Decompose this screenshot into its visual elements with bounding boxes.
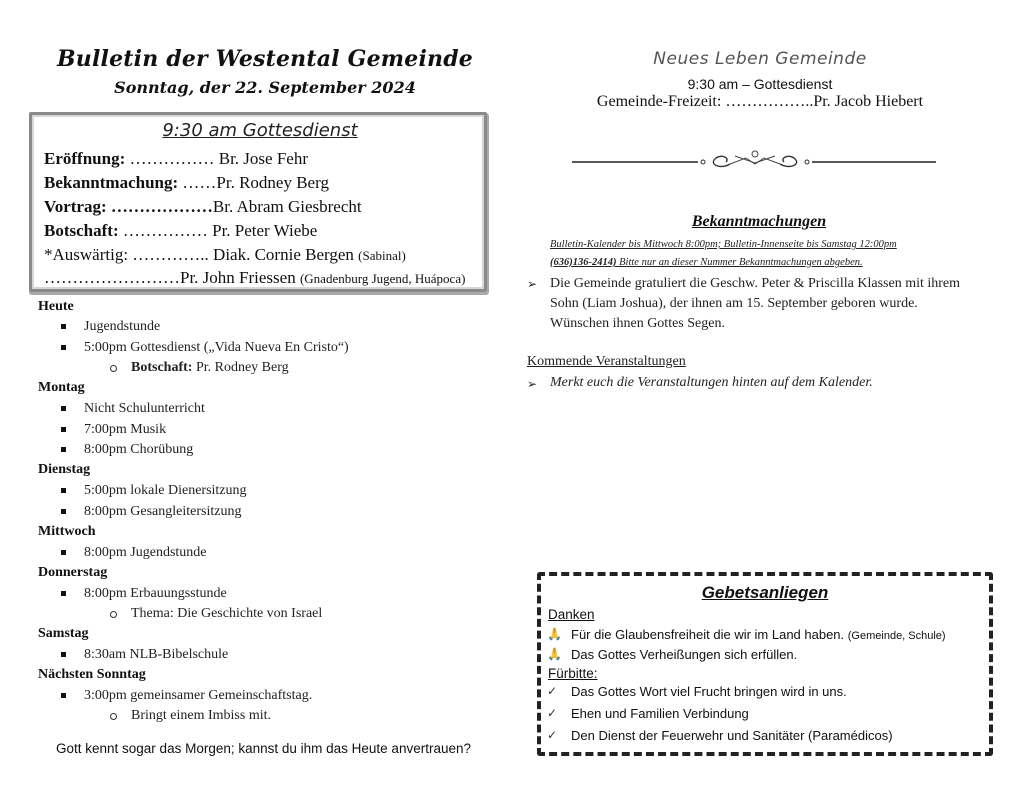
square-bullet-icon: [61, 447, 66, 452]
thanks-item: [571, 627, 946, 642]
circle-bullet-icon: [110, 365, 117, 372]
square-bullet-icon: [61, 427, 66, 432]
schedule-item: 8:00pm Erbauungsstunde: [84, 586, 227, 601]
service-person: Pr. Peter Wiebe: [212, 221, 318, 240]
service-row: [44, 221, 317, 241]
service-row: [44, 245, 406, 265]
service-dots: ……………: [118, 221, 208, 240]
schedule-day: Heute: [38, 299, 74, 314]
intercession-item: Ehen und Familien Verbindung: [571, 706, 749, 721]
schedule-item: Jugendstunde: [84, 319, 161, 334]
bulletin-date: Sonntag, der 22. September 2024: [114, 78, 416, 97]
service-dots: ………………: [106, 197, 213, 216]
service-person: Br. Abram Giesbrecht: [212, 197, 362, 216]
schedule-day: Samstag: [38, 626, 89, 641]
service-person: Br. Jose Fehr: [218, 149, 308, 168]
service-dots: ……………: [125, 149, 215, 168]
schedule-day: Dienstag: [38, 462, 91, 477]
praying-hands-icon: 🙏: [547, 627, 562, 641]
schedule-subitem: Thema: Die Geschichte von Israel: [131, 606, 323, 621]
service-role: *Auswärtig:: [44, 245, 129, 264]
square-bullet-icon: [61, 591, 66, 596]
service-person: Pr. John Friessen: [180, 268, 296, 287]
schedule-item: 7:00pm Musik: [84, 422, 167, 437]
circle-bullet-icon: [110, 611, 117, 618]
schedule-item: 3:00pm gemeinsamer Gemeinschaftstag.: [84, 688, 313, 703]
announcements-deadline-note: Bulletin-Kalender bis Mittwoch 8:00pm; Bulletin-Innenseite bis Samstag 12:00pm: [550, 239, 897, 250]
service-role: Vortrag:: [44, 197, 107, 216]
intercession-item: Den Dienst der Feuerwehr und Sanitäter (Paramédicos): [571, 728, 893, 743]
schedule-item: 8:30am NLB-Bibelschule: [84, 647, 229, 662]
service-person: Pr. Rodney Berg: [216, 173, 329, 192]
arrow-bullet-icon: ➢: [527, 377, 538, 391]
thanks-heading: Danken: [548, 607, 595, 622]
schedule-subitem: [131, 360, 289, 376]
closing-quote: Gott kennt sogar das Morgen; kannst du ihm das Heute anvertrauen?: [56, 741, 471, 756]
square-bullet-icon: [61, 550, 66, 555]
service-note: (Sabinal): [358, 248, 406, 263]
service-person: Diak. Cornie Bergen: [213, 245, 354, 264]
schedule-item: 8:00pm Jugendstunde: [84, 545, 207, 560]
announcements-title: Bekanntmachungen: [691, 213, 827, 230]
contact-instruction: Bitte nur an dieser Nummer Bekanntmachungen abgeben.: [616, 257, 863, 268]
events-heading: Kommende Veranstaltungen: [527, 354, 686, 369]
service-box-title: 9:30 am Gottesdienst: [162, 120, 358, 141]
intercession-item: Das Gottes Wort viel Frucht bringen wird in uns.: [571, 684, 847, 699]
service-role: Bekanntmachung:: [44, 173, 179, 192]
schedule-subitem: Bringt einem Imbiss mit.: [131, 708, 271, 723]
schedule-day: Nächsten Sonntag: [38, 667, 146, 682]
square-bullet-icon: [61, 345, 66, 350]
church-freizeit: Gemeinde-Freizeit: ……………..Pr. Jacob Hiebert: [596, 93, 924, 110]
bulletin-title: Bulletin der Westental Gemeinde: [57, 46, 473, 72]
schedule-item: 8:00pm Gesangleitersitzung: [84, 504, 242, 519]
schedule-item: 5:00pm Gottesdienst („Vida Nueva En Cristo“): [84, 340, 349, 355]
circle-bullet-icon: [110, 713, 117, 720]
check-icon: ✓: [547, 728, 558, 742]
announcements-contact-note: [550, 257, 863, 268]
service-row: [44, 173, 329, 193]
service-row: [44, 268, 465, 288]
schedule-day: Montag: [38, 380, 85, 395]
service-dots: ……: [178, 173, 217, 192]
check-icon: ✓: [547, 684, 558, 698]
square-bullet-icon: [61, 488, 66, 493]
square-bullet-icon: [61, 652, 66, 657]
intercession-heading: Fürbitte:: [548, 666, 598, 681]
arrow-bullet-icon: ➢: [527, 277, 538, 291]
contact-phone: (636)136-2414): [550, 257, 617, 268]
church-service-time: 9:30 am – Gottesdienst: [687, 76, 833, 92]
service-row: [44, 197, 362, 217]
thanks-item: Das Gottes Verheißungen sich erfüllen.: [571, 647, 798, 662]
thanks-note: (Gemeinde, Schule): [847, 630, 946, 642]
prayer-title: Gebetsanliegen: [701, 583, 829, 602]
church-title: Neues Leben Gemeinde: [653, 49, 867, 69]
announcement-item: Die Gemeinde gratuliert die Geschw. Peter & Priscilla Klassen mit ihrem Sohn (Liam Joshua), der ihnen am 15. September geboren wurde. Wünschen ihnen Gottes Segen.: [550, 276, 961, 331]
thanks-text: Für die Glaubensfreiheit die wir im Land haben.: [571, 627, 848, 642]
square-bullet-icon: [61, 509, 66, 514]
square-bullet-icon: [61, 324, 66, 329]
square-bullet-icon: [61, 693, 66, 698]
schedule-day: Donnerstag: [38, 565, 108, 580]
service-dots: ……………………: [44, 268, 180, 287]
service-role: Botschaft:: [44, 221, 119, 240]
ornament-divider: [570, 150, 940, 174]
service-note: (Gnadenburg Jugend, Huápoca): [299, 271, 466, 286]
events-item: Merkt euch die Veranstaltungen hinten auf dem Kalender.: [550, 375, 873, 390]
schedule-day: Mittwoch: [38, 524, 96, 539]
service-role: Eröffnung:: [44, 149, 126, 168]
check-icon: ✓: [547, 706, 558, 720]
service-dots: …………..: [128, 245, 214, 264]
praying-hands-icon: 🙏: [547, 647, 562, 661]
square-bullet-icon: [61, 406, 66, 411]
schedule-item: Nicht Schulunterricht: [84, 401, 205, 416]
subitem-text: Pr. Rodney Berg: [192, 360, 289, 375]
subitem-label: Botschaft:: [131, 360, 193, 375]
schedule-item: 8:00pm Chorübung: [84, 442, 194, 457]
service-row: [44, 149, 308, 169]
schedule-item: 5:00pm lokale Dienersitzung: [84, 483, 247, 498]
